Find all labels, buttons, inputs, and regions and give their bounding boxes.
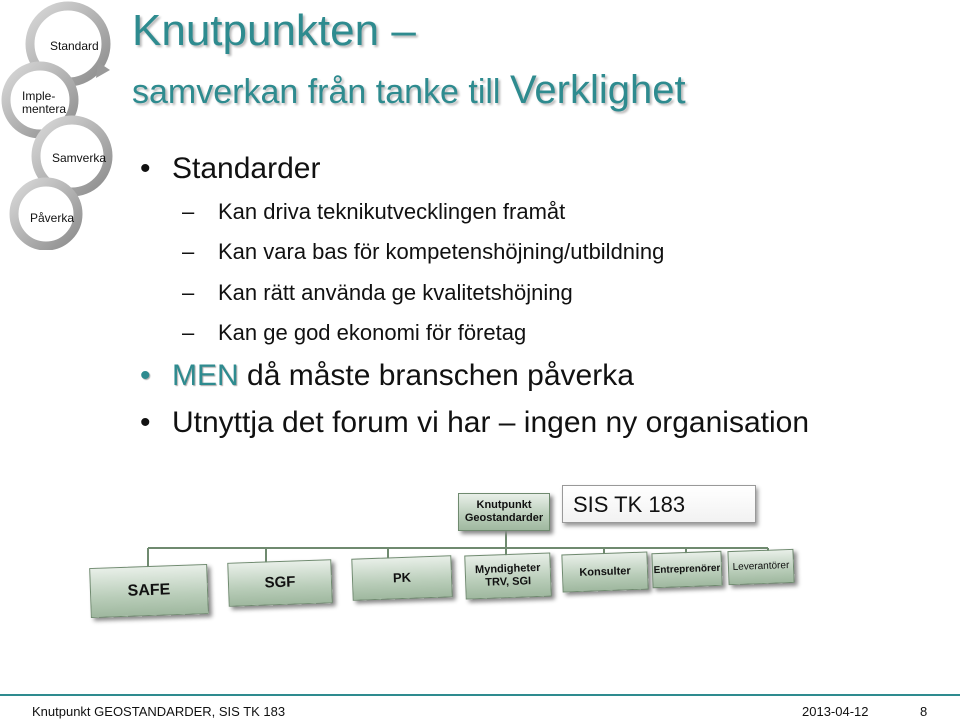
footer-left-text: Knutpunkt GEOSTANDARDER, SIS TK 183 [32,704,286,719]
subtitle-emphasis: Verklighet [509,68,686,112]
sis-tk-183-box: SIS TK 183 [562,485,756,523]
dash-icon: – [182,280,195,305]
dash-icon: – [182,199,195,224]
org-child-sgf: SGF [227,559,332,607]
bullet-dot-icon: • [140,406,151,439]
page-title: Knutpunkten – [132,6,416,55]
org-child-myndigheter: Myndigheter TRV, SGI [464,553,551,600]
footer-page-number: 8 [920,704,928,719]
bullet-dot-icon: • [140,152,151,185]
cycle-label-samverka: Samverka [52,151,107,165]
subtitle-text: samverkan från tanke till [132,73,510,111]
sub-bullet-text: Kan ge god ekonomi för företag [218,320,527,345]
org-child-leverantorer: Leverantörer [727,549,794,585]
sub-bullet-text: Kan rätt använda ge kvalitetshöjning [218,280,573,305]
bullet-text: då måste branschen påverka [238,359,634,392]
cycle-label-paverka: Påverka [30,211,75,225]
footer-divider [0,694,960,696]
org-child-konsulter: Konsulter [561,552,648,593]
org-child-safe: SAFE [89,564,209,618]
bullet-text: Utnyttja det forum vi har – ingen ny organisation [172,406,810,439]
dash-icon: – [182,320,195,345]
cycle-label-implementera: Imple-mentera [22,89,67,116]
bullet-accent-text: MEN [172,359,239,392]
dash-icon: – [182,239,195,264]
bullet-text: Standarder [172,152,321,185]
org-root-knutpunkt: Knutpunkt Geostandarder [458,493,550,531]
sub-bullet-text: Kan driva teknikutvecklingen framåt [218,199,566,224]
sub-bullet-text: Kan vara bas för kompetenshöjning/utbildning [218,239,665,264]
org-child-entreprenorer: Entreprenörer [651,551,722,588]
org-child-pk: PK [351,555,452,600]
cycle-label-standard: Standard [50,39,99,53]
footer-date: 2013-04-12 [802,704,869,719]
bullet-dot-icon: • [140,359,151,392]
